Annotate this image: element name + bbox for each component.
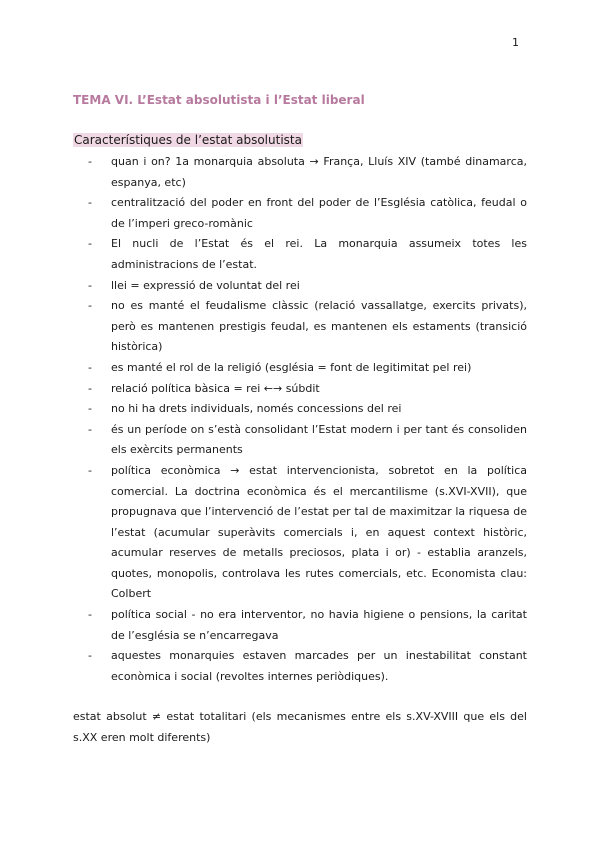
- bullet-item: [73, 379, 527, 400]
- bullet-text: aquestes monarquies estaven marcades per un inestabilitat constant econòmica i social (revoltes internes periòdiques).: [111, 649, 527, 683]
- bullet-item: [73, 193, 527, 234]
- bullet-text: centralització del poder en front del poder de l’Església catòlica, feudal o de l’imperi greco-romànic: [111, 196, 527, 230]
- bullet-dash: -: [88, 278, 92, 292]
- bullet-item: [73, 646, 527, 687]
- bullet-item: [73, 605, 527, 646]
- bullet-dash: -: [88, 608, 92, 622]
- bullet-text: política econòmica → estat intervencionista, sobretot en la política comercial. La doctrina econòmica és el mercantilisme (s.XVI-XVII), que propugnava que l’intervenció de l’estat per tal de maximitzar la riquesa de l’estat (acumular superàvits comercials i, en aquest context històric, acumular reserves de metalls preciosos, plata i or) - establia aranzels, quotes, monopolis, controlava les rutes comercials, etc. Economista clau: Colbert: [111, 463, 527, 601]
- document-title: TEMA VI. L’Estat absolutista i l’Estat liberal: [73, 93, 365, 107]
- bullet-item: [73, 461, 527, 605]
- bullet-item: [73, 234, 527, 275]
- bullet-item: [73, 276, 527, 297]
- bullet-dash: -: [88, 463, 92, 477]
- bullet-dash: -: [88, 299, 92, 313]
- bullet-text: és un període on s’està consolidant l’Estat modern i per tant és consoliden els exèrcits permanents: [111, 422, 527, 457]
- bullet-dash: -: [88, 649, 92, 663]
- bullet-dash: -: [88, 155, 92, 168]
- bullet-list: [73, 152, 527, 687]
- bullet-text: no es manté el feudalisme clàssic (relació vassallatge, exercits privats), però es mantenen prestigis feudal, es mantenen els estaments (transició històrica): [111, 299, 527, 354]
- bullet-item: [73, 152, 527, 193]
- page-number: 1: [512, 36, 519, 49]
- bullet-dash: -: [88, 381, 92, 395]
- bullet-dash: -: [88, 237, 92, 251]
- bullet-text: no hi ha drets individuals, només concessions del rei: [111, 402, 402, 416]
- bullet-text: quan i on? 1a monarquia absoluta → França, Lluís XIV (també dinamarca, espanya, etc): [111, 155, 527, 189]
- bullet-text: es manté el rol de la religió (església = font de legitimitat pel rei): [111, 360, 472, 374]
- bullet-dash: -: [88, 360, 92, 374]
- bullet-text: política social - no era interventor, no havia higiene o pensions, la caritat de l’església se n’encarregava: [111, 608, 527, 642]
- bullet-text: El nucli de l’Estat és el rei. La monarquia assumeix totes les administracions de l’estat.: [111, 237, 527, 271]
- bullet-dash: -: [88, 422, 92, 436]
- closing-paragraph: estat absolut ≠ estat totalitari (els mecanismes entre els s.XV-XVIII que els del s.XX eren molt diferents): [73, 710, 527, 744]
- bullet-item: [73, 399, 527, 420]
- bullet-dash: -: [88, 196, 92, 210]
- bullet-item: [73, 420, 527, 461]
- bullet-text: relació política bàsica = rei ←→ súbdit: [111, 381, 320, 395]
- bullet-dash: -: [88, 402, 92, 416]
- section-heading: Característiques de l’estat absolutista: [74, 133, 302, 147]
- bullet-text: llei = expressió de voluntat del rei: [111, 278, 300, 292]
- bullet-item: [73, 296, 527, 358]
- bullet-item: [73, 358, 527, 379]
